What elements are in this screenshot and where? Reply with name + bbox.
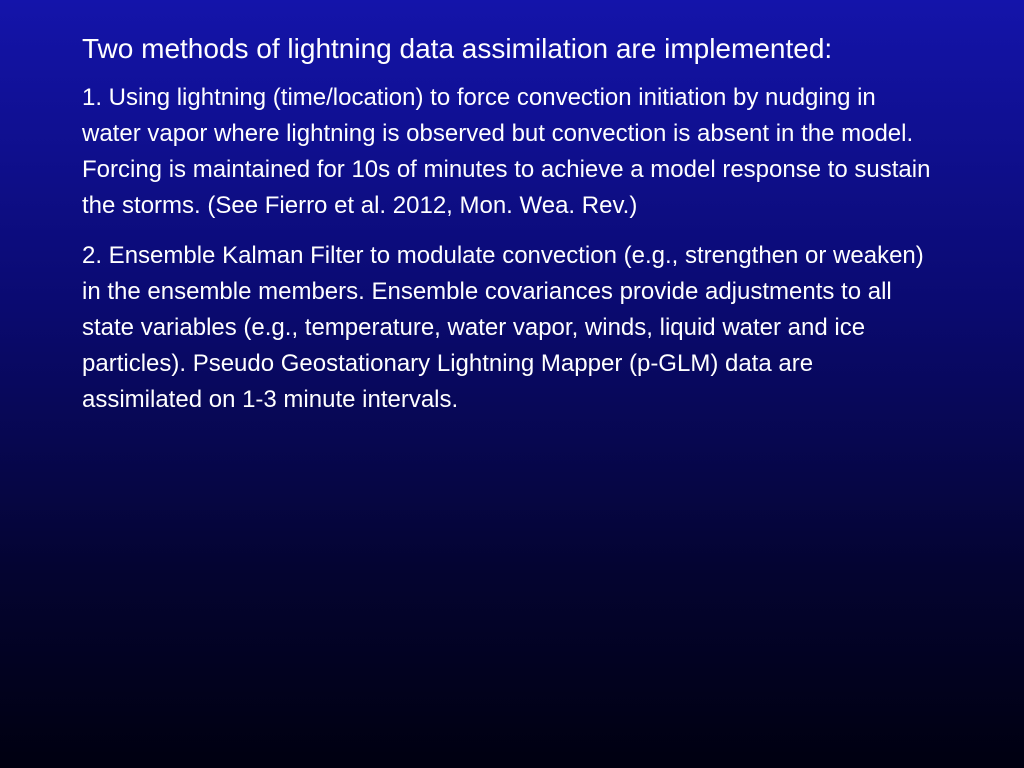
method-2-paragraph: 2. Ensemble Kalman Filter to modulate convection (e.g., strengthen or weaken) in the ensemble members. Ensemble covariances provide adjustments to all state variables (e.g., temperature, water vapor, winds, liquid water and ice particles). Pseudo Geostationary Lightning Mapper (p-GLM) data are assimilated on 1-3 minute intervals. [82,242,924,413]
slide-heading: Two methods of lightning data assimilation are implemented: [82,33,833,64]
method-1-paragraph: 1. Using lightning (time/location) to force convection initiation by nudging in water vapor where lightning is observed but convection is absent in the model. Forcing is maintained for 10s of minutes to achieve a model response to sustain the storms. (See Fierro et al. 2012, Mon. Wea. Rev.) [82,84,931,219]
